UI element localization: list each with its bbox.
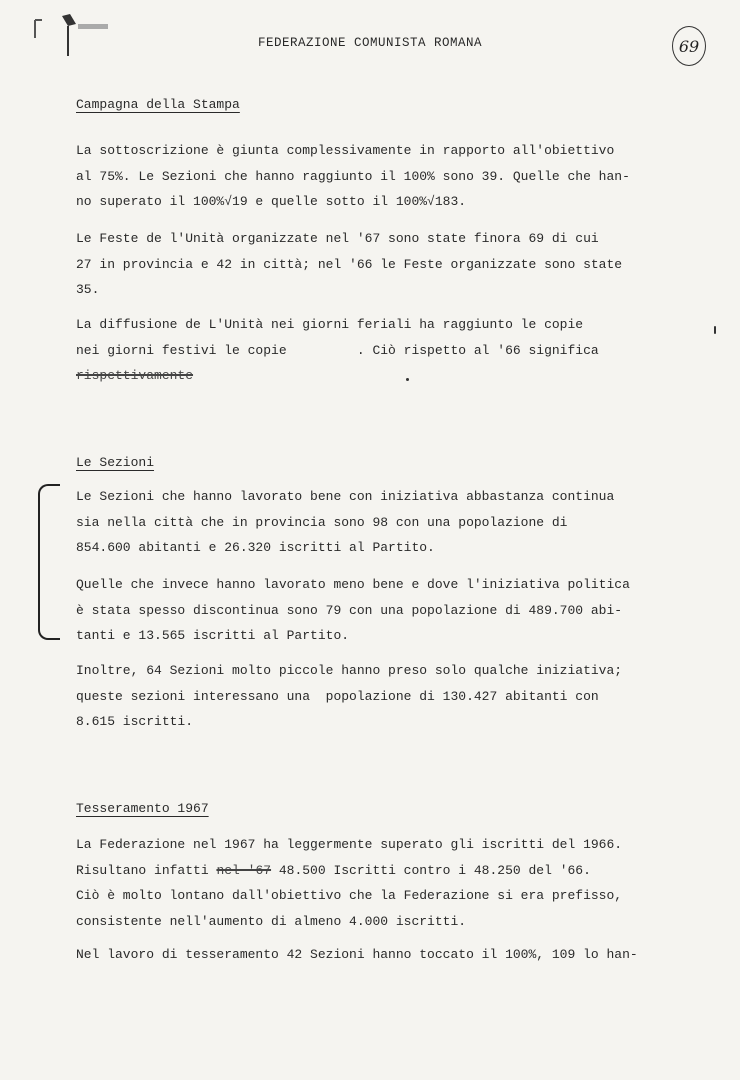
text-line: no superato il 100%√19 e quelle sotto il 100%√183. [76, 194, 467, 209]
text-line: La diffusione de L'Unità nei giorni feriali ha raggiunto le copie [76, 317, 584, 332]
stampa-paragraph-1 [76, 138, 706, 215]
text-line: La Federazione nel 1967 ha leggermente superato gli iscritti del 1966. [76, 837, 623, 852]
tesseramento-paragraph-2 [76, 942, 706, 968]
text-line: Nel lavoro di tesseramento 42 Sezioni hanno toccato il 100%, 109 lo han- [76, 947, 638, 962]
text-line: Inoltre, 64 Sezioni molto piccole hanno preso solo qualche iniziativa; [76, 663, 623, 678]
text-line: Le Feste de l'Unità organizzate nel '67 sono state finora 69 di cui [76, 231, 599, 246]
text-line: è stata spesso discontinua sono 79 con una popolazione di 489.700 abi- [76, 602, 623, 618]
page-number: 69 [672, 26, 706, 66]
text-line: 854.600 abitanti e 26.320 iscritti al Partito. [76, 540, 435, 555]
text-line: Quelle che invece hanno lavorato meno bene e dove l'iniziativa politica [76, 577, 630, 592]
text-line [76, 858, 706, 884]
text-line: tanti e 13.565 iscritti al Partito. [76, 628, 350, 643]
text-line: Ciò è molto lontano dall'obiettivo che la Federazione si era prefisso, [76, 888, 623, 903]
section-heading-stampa: Campagna della Stampa [76, 97, 240, 112]
stampa-paragraph-2 [76, 226, 706, 303]
text-fragment: 48.500 Iscritti contro i 48.250 del '66. [271, 862, 591, 878]
text-line: 27 in provincia e 42 in città; nel '66 le Feste organizzate sono state [76, 256, 623, 272]
text-line: 8.615 iscritti. [76, 714, 194, 729]
section-heading-sezioni: Le Sezioni [76, 455, 155, 470]
sezioni-paragraph-2 [76, 572, 706, 649]
sezioni-paragraph-3 [76, 658, 706, 735]
document-header: FEDERAZIONE COMUNISTA ROMANA [257, 36, 483, 50]
text-line: sia nella città che in provincia sono 98 con una popolazione di [76, 514, 568, 530]
stampa-paragraph-3 [76, 312, 706, 389]
text-line: La sottoscrizione è giunta complessivamente in rapporto all'obiettivo [76, 143, 615, 158]
struck-text: nel '67 [216, 862, 272, 878]
margin-mark [714, 326, 716, 334]
text-line: consistente nell'aumento di almeno 4.000 iscritti. [76, 913, 467, 929]
text-line: nei giorni festivi le copie . Ciò rispetto al '66 significa [76, 342, 599, 358]
margin-bracket [38, 484, 60, 640]
tesseramento-paragraph-1 [76, 832, 706, 934]
text-line: queste sezioni interessano una popolazione di 130.427 abitanti con [76, 688, 599, 704]
text-line: 35. [76, 282, 100, 297]
sezioni-paragraph-1 [76, 484, 706, 561]
struck-text: rispettivamente [76, 368, 194, 383]
ink-dot [406, 378, 409, 381]
staple-mark-icon [32, 8, 112, 58]
text-fragment: Risultano infatti [76, 862, 217, 878]
section-heading-tesseramento: Tesseramento 1967 [76, 801, 209, 816]
text-line: Le Sezioni che hanno lavorato bene con iniziativa abbastanza continua [76, 489, 615, 504]
text-line: al 75%. Le Sezioni che hanno raggiunto il 100% sono 39. Quelle che han- [76, 168, 630, 184]
